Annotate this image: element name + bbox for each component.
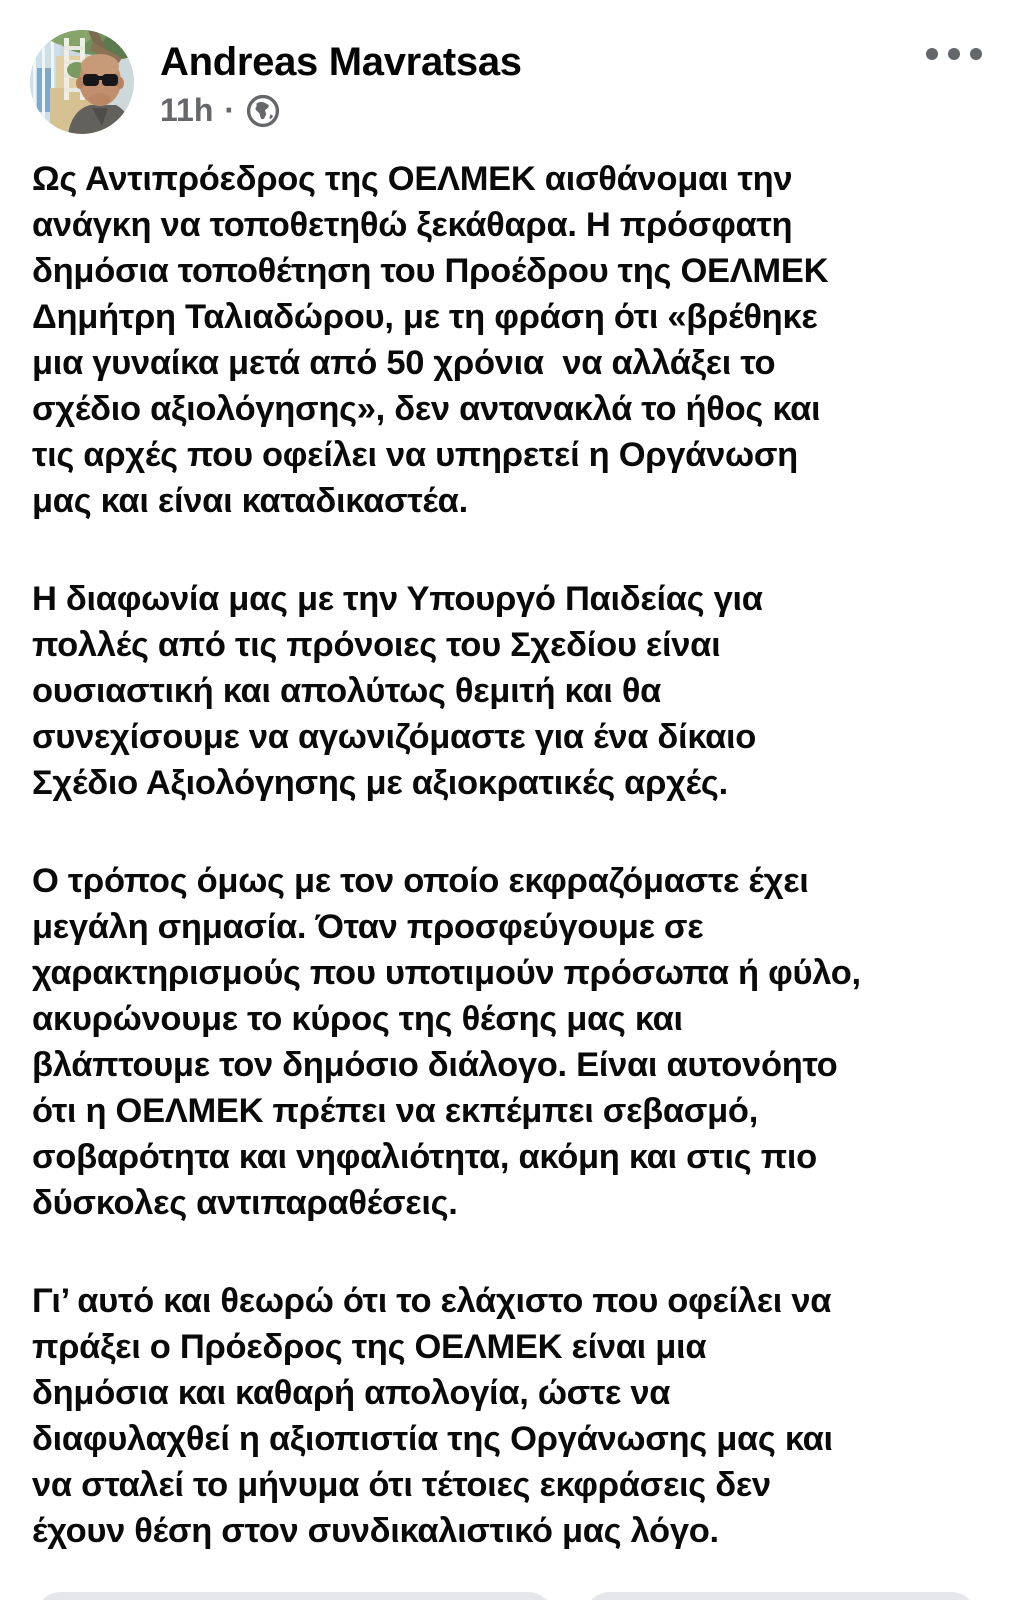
post-line: Δημήτρη Ταλιαδώρου, με τη φράση ότι «βρέθηκε xyxy=(32,298,818,336)
post-paragraph xyxy=(32,576,984,806)
post-line: Ως Αντιπρόεδρος της ΟΕΛΜΕΚ αισθάνομαι την xyxy=(32,160,793,198)
post-line: μας και είναι καταδικαστέα. xyxy=(32,482,468,520)
author-name[interactable]: Andreas Mavratsas xyxy=(160,40,522,84)
header-info xyxy=(160,30,522,129)
avatar-photo xyxy=(30,30,134,134)
post-meta xyxy=(160,91,522,129)
post-line: σχέδιο αξιολόγησης», δεν αντανακλά το ήθος και xyxy=(32,390,821,428)
avatar[interactable] xyxy=(30,30,134,134)
more-options-dot xyxy=(948,48,960,60)
bottom-action-pill-right[interactable] xyxy=(584,1592,977,1600)
more-options-button[interactable] xyxy=(924,42,984,66)
post-line: μεγάλη σημασία. Όταν προσφεύγουμε σε xyxy=(32,908,704,946)
post-line: να σταλεί το μήνυμα ότι τέτοιες εκφράσεις δεν xyxy=(32,1466,771,1504)
post-paragraph xyxy=(32,858,984,1226)
post-line: δημόσια τοποθέτηση του Προέδρου της ΟΕΛΜΕΚ xyxy=(32,252,829,290)
post-line: σοβαρότητα και νηφαλιότητα, ακόμη και στις πιο xyxy=(32,1138,817,1176)
bottom-action-pill-left[interactable] xyxy=(35,1592,554,1600)
post-line: χαρακτηρισμούς που υποτιμούν πρόσωπα ή φύλο, xyxy=(32,954,861,992)
post-line: πολλές από τις πρόνοιες του Σχεδίου είναι xyxy=(32,626,721,664)
post-text xyxy=(0,156,1016,1554)
post-line: πράξει ο Πρόεδρος της ΟΕΛΜΕΚ είναι μια xyxy=(32,1328,707,1366)
post-line: ουσιαστική και απολύτως θεμιτή και θα xyxy=(32,672,662,710)
post-line: μια γυναίκα μετά από 50 χρόνια να αλλάξει το xyxy=(32,344,776,382)
post-header xyxy=(0,0,1016,134)
post-line: Ο τρόπος όμως με τον οποίο εκφραζόμαστε έχει xyxy=(32,862,809,900)
post-line: τις αρχές που οφείλει να υπηρετεί η Οργάνωση xyxy=(32,436,798,474)
post-line: συνεχίσουμε να αγωνιζόμαστε για ένα δίκαιο xyxy=(32,718,757,756)
meta-separator: · xyxy=(224,92,236,128)
post-line: δημόσια και καθαρή απολογία, ώστε να xyxy=(32,1374,671,1412)
more-options-dot xyxy=(970,48,982,60)
post-paragraph xyxy=(32,156,984,524)
post-line: διαφυλαχθεί η αξιοπιστία της Οργάνωσης μας και xyxy=(32,1420,833,1458)
post-paragraph xyxy=(32,1278,984,1554)
post-line: ότι η ΟΕΛΜΕΚ πρέπει να εκπέμπει σεβασμό, xyxy=(32,1092,758,1130)
post-line: βλάπτουμε τον δημόσιο διάλογο. Είναι αυτονόητο xyxy=(32,1046,838,1084)
post-line: ακυρώνουμε το κύρος της θέσης μας και xyxy=(32,1000,683,1038)
post-line: ανάγκη να τοποθετηθώ ξεκάθαρα. Η πρόσφατη xyxy=(32,206,793,244)
post-line: Η διαφωνία μας με την Υπουργό Παιδείας για xyxy=(32,580,763,618)
post-line: έχουν θέση στον συνδικαλιστικό μας λόγο. xyxy=(32,1512,719,1550)
globe-icon xyxy=(246,94,280,128)
more-options-dot xyxy=(926,48,938,60)
post-line: Γι’ αυτό και θεωρώ ότι το ελάχιστο που οφείλει να xyxy=(32,1282,832,1320)
post-line: δύσκολες αντιπαραθέσεις. xyxy=(32,1184,458,1222)
post-line: Σχέδιο Αξιολόγησης με αξιοκρατικές αρχές. xyxy=(32,764,728,802)
timestamp[interactable]: 11h xyxy=(160,92,214,128)
